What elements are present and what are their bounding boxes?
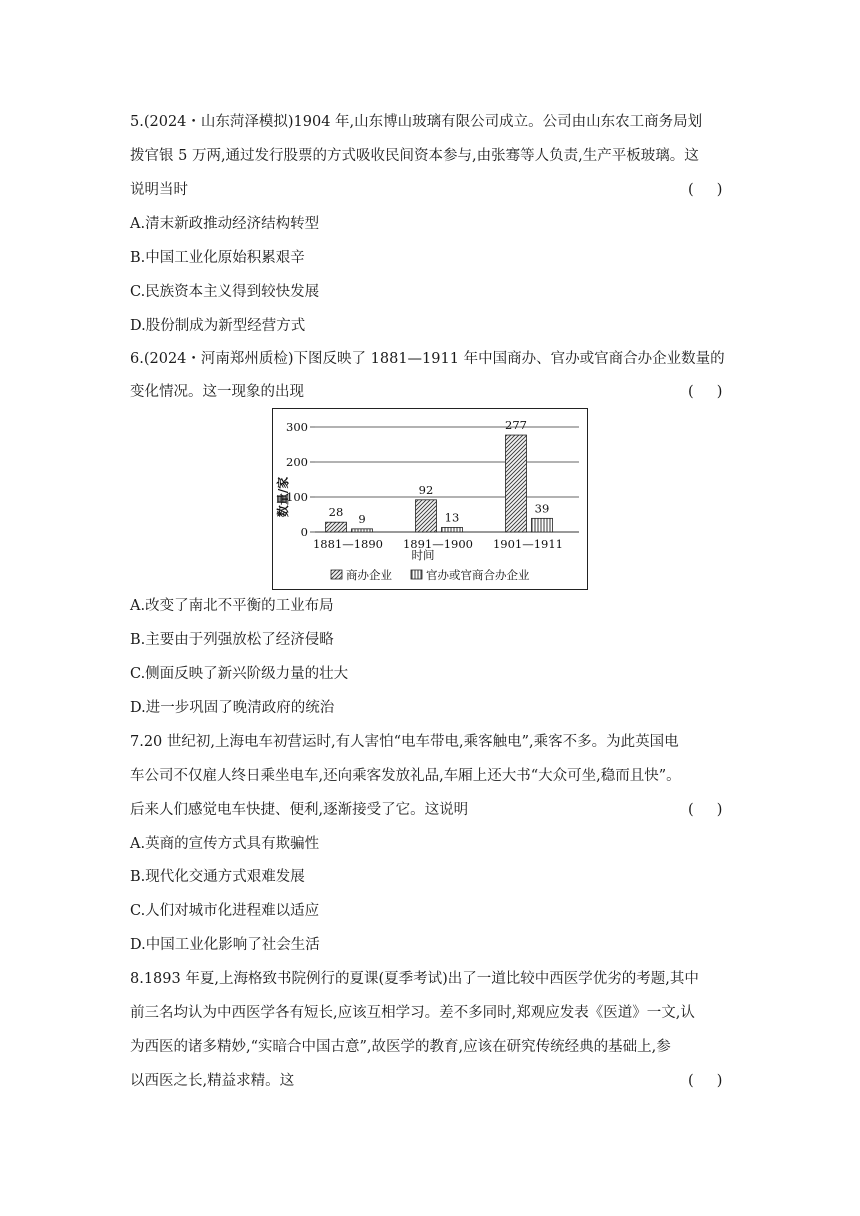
q7-option-a: A.英商的宣传方式具有欺骗性: [130, 836, 320, 852]
data-label-commercial-1: 28: [328, 505, 344, 520]
q5-option-b: B.中国工业化原始积累艰辛: [130, 250, 305, 266]
data-label-official-3: 39: [534, 501, 550, 516]
q7-option-d: D.中国工业化影响了社会生活: [130, 937, 320, 953]
legend: [331, 568, 530, 582]
q6-line-1: 6.(2024・河南郑州质检)下图反映了 1881—1911 年中国商办、官办或官商合办企业数量的: [130, 351, 725, 367]
bar-commercial-2: [416, 500, 437, 532]
q5-line-3: 说明当时: [130, 182, 188, 198]
q7-answer-blank: ( ): [688, 802, 723, 818]
bar-official-2: [442, 527, 463, 532]
q5-option-d: D.股份制成为新型经营方式: [130, 318, 306, 334]
q7-line-3: 后来人们感觉电车快捷、便利,逐渐接受了它。这说明: [130, 802, 469, 818]
q7-option-b: B.现代化交通方式艰难发展: [130, 869, 305, 885]
bar-commercial-1: [326, 522, 347, 532]
legend-label-commercial: 商办企业: [346, 568, 392, 582]
q5-option-a: A.清末新政推动经济结构转型: [130, 216, 320, 232]
x-tick-label-3: 1901—1911: [492, 537, 564, 551]
data-label-commercial-3: 277: [505, 418, 527, 433]
q5-answer-blank: ( ): [688, 182, 723, 198]
q6-option-b: B.主要由于列强放松了经济侵略: [130, 632, 334, 648]
bar-commercial-3: [506, 435, 527, 532]
data-label-official-1: 9: [358, 511, 366, 526]
q8-line-2: 前三名均认为中西医学各有短长,应该互相学习。差不多同时,郑观应发表《医道》一文,认: [130, 1005, 695, 1021]
q8-answer-blank: ( ): [688, 1073, 723, 1089]
q6-option-c: C.侧面反映了新兴阶级力量的壮大: [130, 666, 349, 682]
q5-line-1: 5.(2024・山东菏泽模拟)1904 年,山东博山玻璃有限公司成立。公司由山东农工商务局划: [130, 114, 703, 130]
enterprise-count-chart: [272, 408, 588, 590]
q7-line-1: 7.20 世纪初,上海电车初营运时,有人害怕“电车带电,乘客触电”,乘客不多。为此英国电: [130, 734, 679, 750]
y-tick-label-100: 100: [286, 490, 308, 504]
chart-svg: [273, 409, 587, 589]
q7-line-2: 车公司不仅雇人终日乘坐电车,还向乘客发放礼品,车厢上还大书“大众可坐,稳而且快”。: [130, 768, 681, 784]
q8-line-3: 为西医的诸多精妙,“实暗合中国古意”,故医学的教育,应该在研究传统经典的基础上,参: [130, 1039, 671, 1055]
legend-swatch-official: [411, 570, 422, 579]
bar-official-1: [352, 529, 373, 532]
q8-line-4: 以西医之长,精益求精。这: [130, 1073, 295, 1089]
y-axis-title: 数量/家: [276, 476, 290, 518]
data-label-official-2: 13: [444, 510, 460, 525]
q6-option-a: A.改变了南北不平衡的工业布局: [130, 598, 334, 614]
legend-label-official: 官办或官商合办企业: [426, 568, 530, 582]
x-axis-title: 时间: [411, 548, 435, 562]
y-tick-label-200: 200: [286, 455, 308, 469]
legend-swatch-commercial: [331, 570, 342, 579]
q6-line-2: 变化情况。这一现象的出现: [130, 384, 304, 400]
q5-option-c: C.民族资本主义得到较快发展: [130, 284, 320, 300]
y-tick-label-0: 0: [300, 525, 308, 539]
x-tick-label-2: 1891—1900: [402, 537, 474, 551]
bar-official-3: [532, 518, 553, 532]
q5-line-2: 拨官银 5 万两,通过发行股票的方式吸收民间资本参与,由张骞等人负责,生产平板玻璃。这: [130, 148, 699, 164]
q6-answer-blank: ( ): [688, 384, 723, 400]
q6-option-d: D.进一步巩固了晚清政府的统治: [130, 700, 335, 716]
data-label-commercial-2: 92: [418, 482, 434, 497]
q8-line-1: 8.1893 年夏,上海格致书院例行的夏课(夏季考试)出了一道比较中西医学优劣的考题,其中: [130, 971, 699, 987]
q7-option-c: C.人们对城市化进程难以适应: [130, 903, 320, 919]
x-tick-label-1: 1881—1890: [312, 537, 384, 551]
y-tick-label-300: 300: [286, 420, 308, 434]
